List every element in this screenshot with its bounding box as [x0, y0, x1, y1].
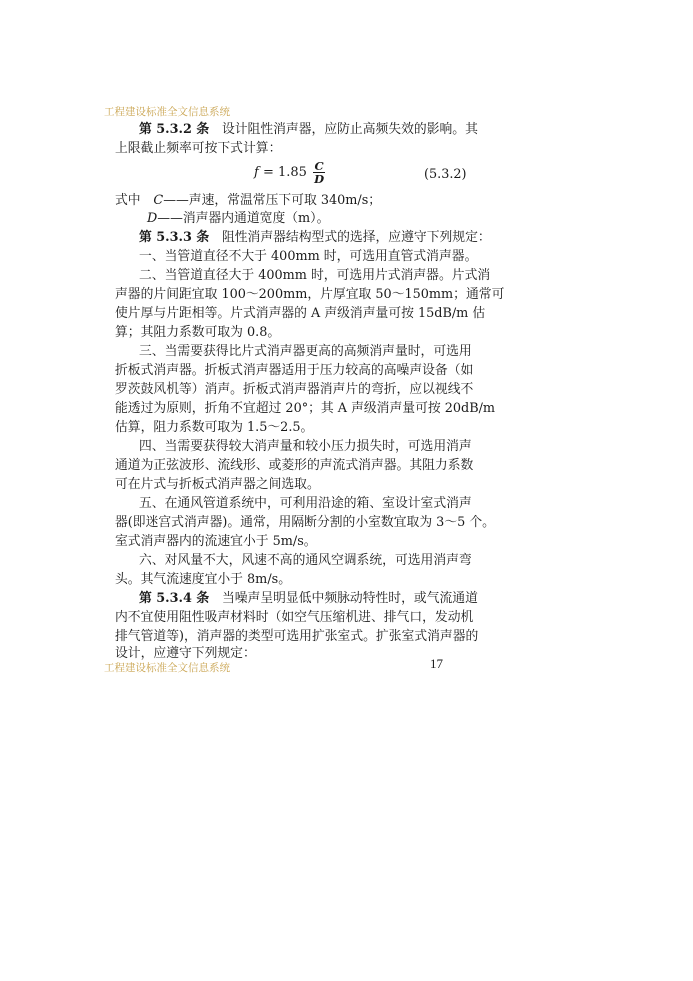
clause-number: 第 5.3.4 条 [139, 591, 210, 606]
symbol: D [147, 211, 158, 226]
text-line: 四、当需要获得较大消声量和较小压力损失时，可选用消声 [139, 439, 472, 454]
text-line: 估算，阻力系数可取为 1.5～2.5。 [115, 420, 314, 435]
text-line: 可在片式与折板式消声器之间选取。 [115, 477, 320, 492]
clause-text: 设计阻性消声器，应防止高频失效的影响。其 [209, 122, 478, 137]
formula-eq: = 1.85 [262, 165, 307, 180]
clause-5-3-2-heading [139, 122, 478, 138]
text-line: 一、当管道直径不大于 400mm 时，可选用直管式消声器。 [139, 249, 478, 264]
text-line: 通道为正弦波形、流线形、或菱形的声流式消声器。其阻力系数 [115, 458, 474, 473]
symbol-definition-c [115, 193, 381, 209]
formula-lhs: f [254, 165, 259, 180]
clause-5-3-3-heading [139, 230, 491, 246]
symbol-definition-d [147, 211, 329, 227]
text-line: 二、当管道直径大于 400mm 时，可选用片式消声器。片式消 [139, 268, 491, 283]
text-line: 折板式消声器。折板式消声器适用于压力较高的高噪声设备（如 [115, 363, 474, 378]
formula-numerator: C [314, 159, 324, 173]
text-line: 五、在通风管道系统中，可利用沿途的箱、室设计室式消声 [139, 496, 472, 511]
text-line: 使片厚与片距相等。片式消声器的 A 声级消声量可按 15dB/m 估 [115, 306, 486, 321]
symbol: C [153, 193, 164, 208]
formula-denominator: D [314, 172, 325, 186]
text-line: 内不宜使用阻性吸声材料时（如空气压缩机进、排气口，发动机 [115, 610, 474, 625]
clause-text: 阻性消声器结构型式的选择，应遵守下列规定： [209, 230, 491, 245]
formula-fraction [313, 160, 325, 185]
text-line: 设计，应遵守下列规定： [115, 646, 256, 661]
symbol-text: ——声速，常温常压下可取 340m/s； [163, 193, 382, 208]
text-line: 器(即迷宫式消声器)。通常，用隔断分割的小室数宜取为 3～5 个。 [115, 515, 495, 530]
clause-number: 第 5.3.3 条 [139, 230, 210, 245]
text-line: 排气管道等)，消声器的类型可选用扩张室式。扩张室式消声器的 [115, 629, 479, 644]
text-line: 六、对风量不大，风速不高的通风空调系统，可选用消声弯 [139, 553, 472, 568]
text-line: 能透过为原则，折角不宜超过 20°；其 A 声级消声量可按 20dB/m [115, 401, 496, 416]
watermark-bottom: 工程建设标准全文信息系统 [104, 662, 230, 674]
clause-number: 第 5.3.2 条 [139, 122, 210, 137]
formula-5-3-2 [254, 160, 325, 185]
text-line: 头。其气流速度宜小于 8m/s。 [115, 572, 291, 587]
clause-text: 当噪声呈明显低中频脉动特性时，或气流通道 [209, 591, 478, 606]
text-line: 三、当需要获得比片式消声器更高的高频消声量时，可选用 [139, 344, 472, 359]
page-number: 17 [430, 656, 443, 671]
equation-number: (5.3.2) [424, 167, 467, 182]
symbol-text: ——消声器内通道宽度（m）。 [157, 211, 330, 226]
text-line: 算；其阻力系数可取为 0.8。 [115, 325, 281, 340]
text-line: 声器的片间距宜取 100～200mm，片厚宜取 50～150mm；通常可 [115, 287, 505, 302]
text-line: 上限截止频率可按下式计算： [115, 141, 282, 156]
symbol-prefix: 式中 [115, 193, 154, 208]
text-line: 罗茨鼓风机等）消声。折板式消声器消声片的弯折，应以视线不 [115, 382, 474, 397]
watermark-top: 工程建设标准全文信息系统 [104, 106, 230, 118]
text-line: 室式消声器内的流速宜小于 5m/s。 [115, 534, 317, 549]
clause-5-3-4-heading [139, 591, 478, 607]
